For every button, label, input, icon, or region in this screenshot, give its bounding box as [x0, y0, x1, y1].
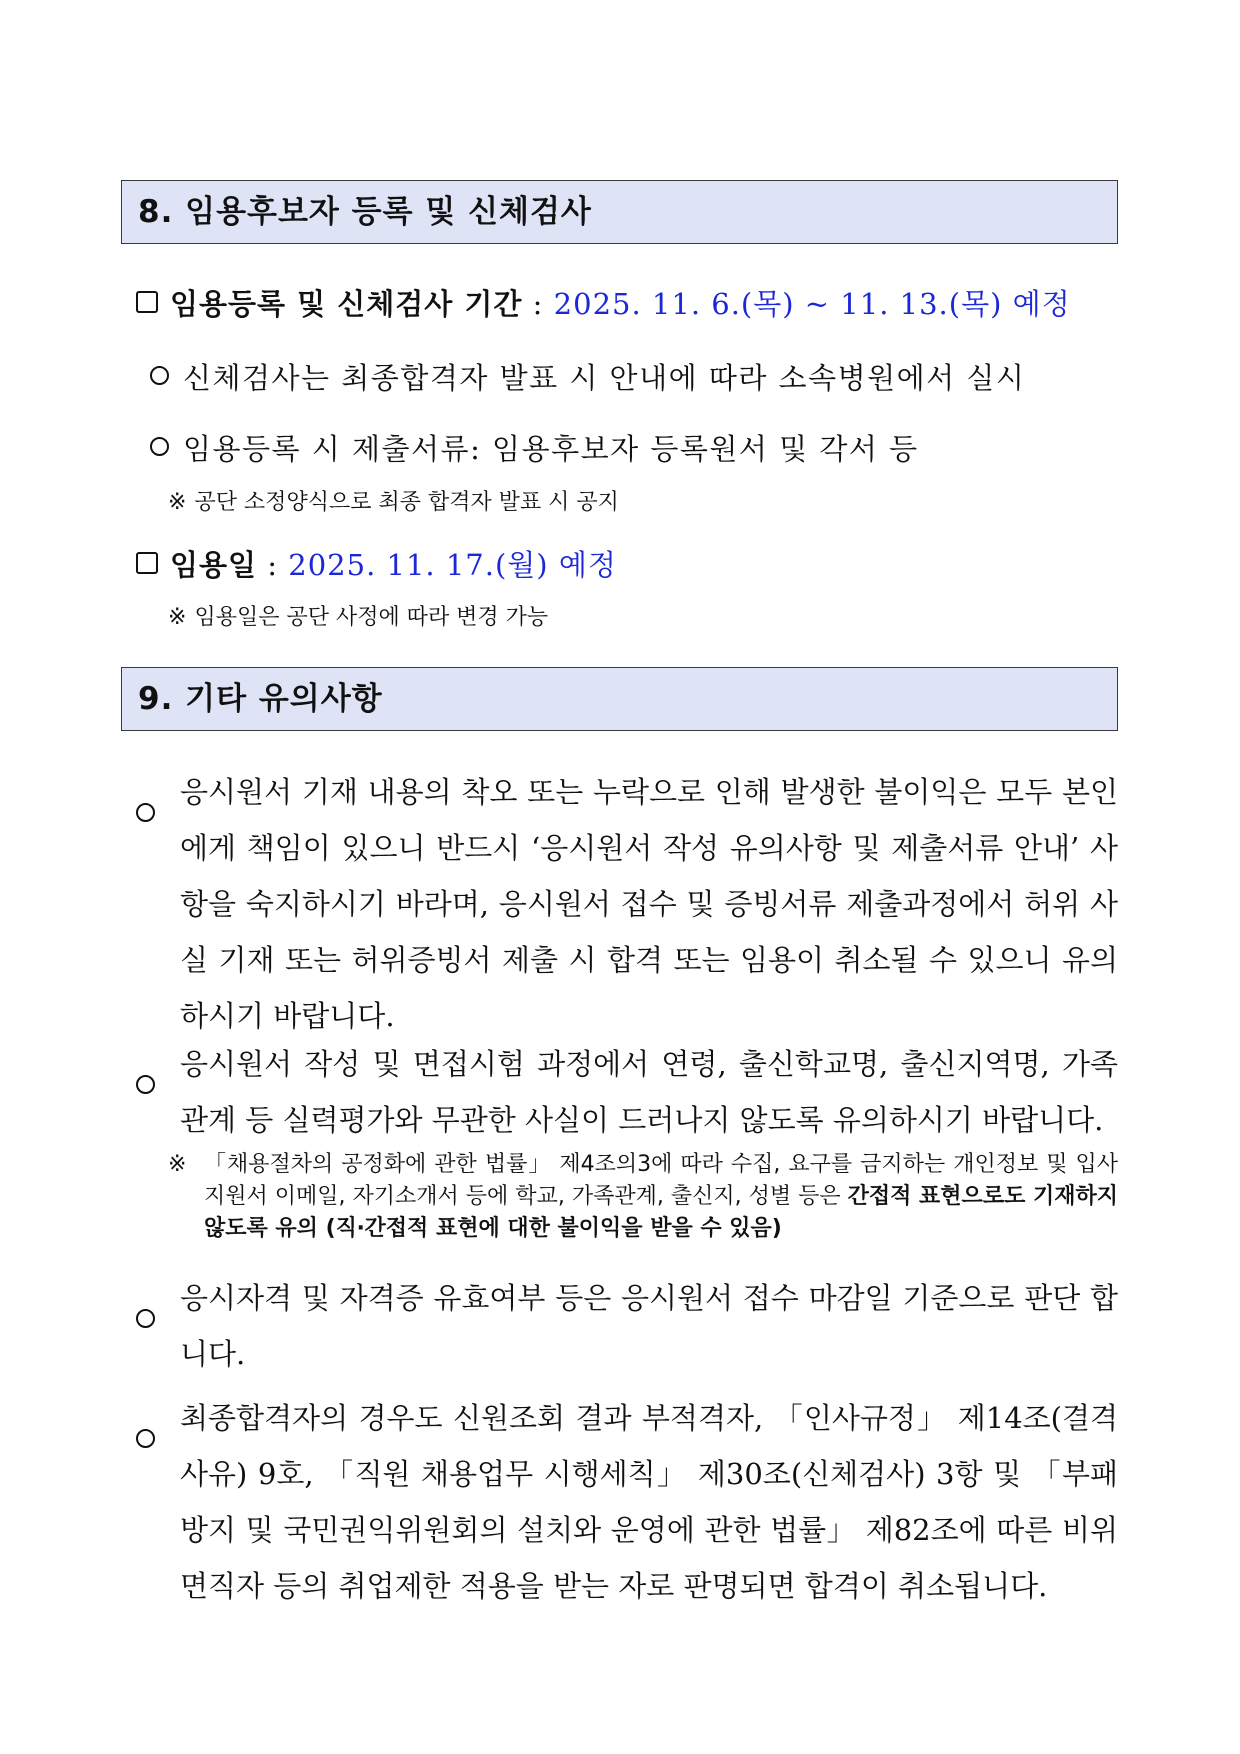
period-item	[136, 282, 1071, 323]
notice-paragraph-1	[136, 764, 1118, 1044]
bullet-documents-text: 임용등록 시 제출서류: 임용후보자 등록원서 및 각서 등	[183, 432, 919, 466]
note-forms	[168, 485, 619, 516]
section-8-header: 8. 임용후보자 등록 및 신체검사	[121, 180, 1118, 244]
note-mark-icon: ※	[168, 1152, 187, 1177]
checkbox-square-icon	[136, 291, 158, 313]
circle-bullet-icon	[136, 1309, 155, 1328]
circle-bullet-icon	[136, 1075, 155, 1094]
note-mark-icon: ※	[168, 490, 187, 515]
note-privacy-emphasis: 간접적 표현으로도 기재하지 않도록 유의 (직‧간접적 표현에 대한 불이익을 받을 수 있음)	[204, 1184, 1119, 1241]
notice-paragraph-3	[136, 1270, 1118, 1382]
note-privacy-text: 「채용절차의 공정화에 관한 법률」 제4조의3에 따라 수집, 요구를 금지하는 개인정보 및 입사지원서 이메일, 자기소개서 등에 학교, 가족관계, 출신지, 성별 등은	[204, 1152, 1118, 1209]
bullet-documents	[150, 427, 919, 468]
bullet-physical-exam	[150, 356, 1025, 397]
bullet-physical-exam-text: 신체검사는 최종합격자 발표 시 안내에 따라 소속병원에서 실시	[183, 361, 1026, 395]
notice-paragraph-2	[136, 1036, 1118, 1148]
period-label: 임용등록 및 신체검사 기간	[170, 287, 523, 321]
notice-paragraph-4-text: 최종합격자의 경우도 신원조회 결과 부적격자, 「인사규정」 제14조(결격사유) 9호, 「직원 채용업무 시행세칙」 제30조(신체검사) 3항 및 「부패방지 및 국민권익위원회의 설치와 운영에 관한 법률」 제82조에 따른 비위면직자 등의 취업제한 적용을 받는 자로 판명되면 합격이 취소됩니다.	[180, 1401, 1118, 1603]
appointment-value: 2025. 11. 17.(월) 예정	[288, 548, 617, 582]
circle-bullet-icon	[150, 437, 169, 456]
note-privacy	[168, 1149, 1118, 1245]
circle-bullet-icon	[136, 803, 155, 822]
note-mark-icon: ※	[168, 605, 187, 630]
notice-paragraph-3-text: 응시자격 및 자격증 유효여부 등은 응시원서 접수 마감일 기준으로 판단 합니다.	[180, 1281, 1118, 1371]
section-9-header: 9. 기타 유의사항	[121, 667, 1118, 731]
notice-paragraph-4	[136, 1390, 1118, 1614]
note-appointment	[168, 600, 548, 631]
appointment-label: 임용일	[170, 548, 258, 582]
circle-bullet-icon	[136, 1429, 155, 1448]
note-forms-text: 공단 소정양식으로 최종 합격자 발표 시 공지	[194, 490, 619, 515]
note-appointment-text: 임용일은 공단 사정에 따라 변경 가능	[194, 605, 549, 630]
notice-paragraph-1-text: 응시원서 기재 내용의 착오 또는 누락으로 인해 발생한 불이익은 모두 본인에게 책임이 있으니 반드시 ‘응시원서 작성 유의사항 및 제출서류 안내’ 사항을 숙지하시기 바라며, 응시원서 접수 및 증빙서류 제출과정에서 허위 사실 기재 또는 허위증빙서 제출 시 합격 또는 임용이 취소될 수 있으니 유의하시기 바랍니다.	[180, 775, 1118, 1033]
appointment-separator: :	[257, 548, 289, 582]
appointment-item	[136, 543, 617, 584]
checkbox-square-icon	[136, 552, 158, 574]
period-separator: :	[522, 287, 554, 321]
notice-paragraph-2-text: 응시원서 작성 및 면접시험 과정에서 연령, 출신학교명, 출신지역명, 가족 관계 등 실력평가와 무관한 사실이 드러나지 않도록 유의하시기 바랍니다.	[180, 1047, 1118, 1137]
period-value: 2025. 11. 6.(목) ~ 11. 13.(목) 예정	[553, 287, 1071, 321]
circle-bullet-icon	[150, 366, 169, 385]
